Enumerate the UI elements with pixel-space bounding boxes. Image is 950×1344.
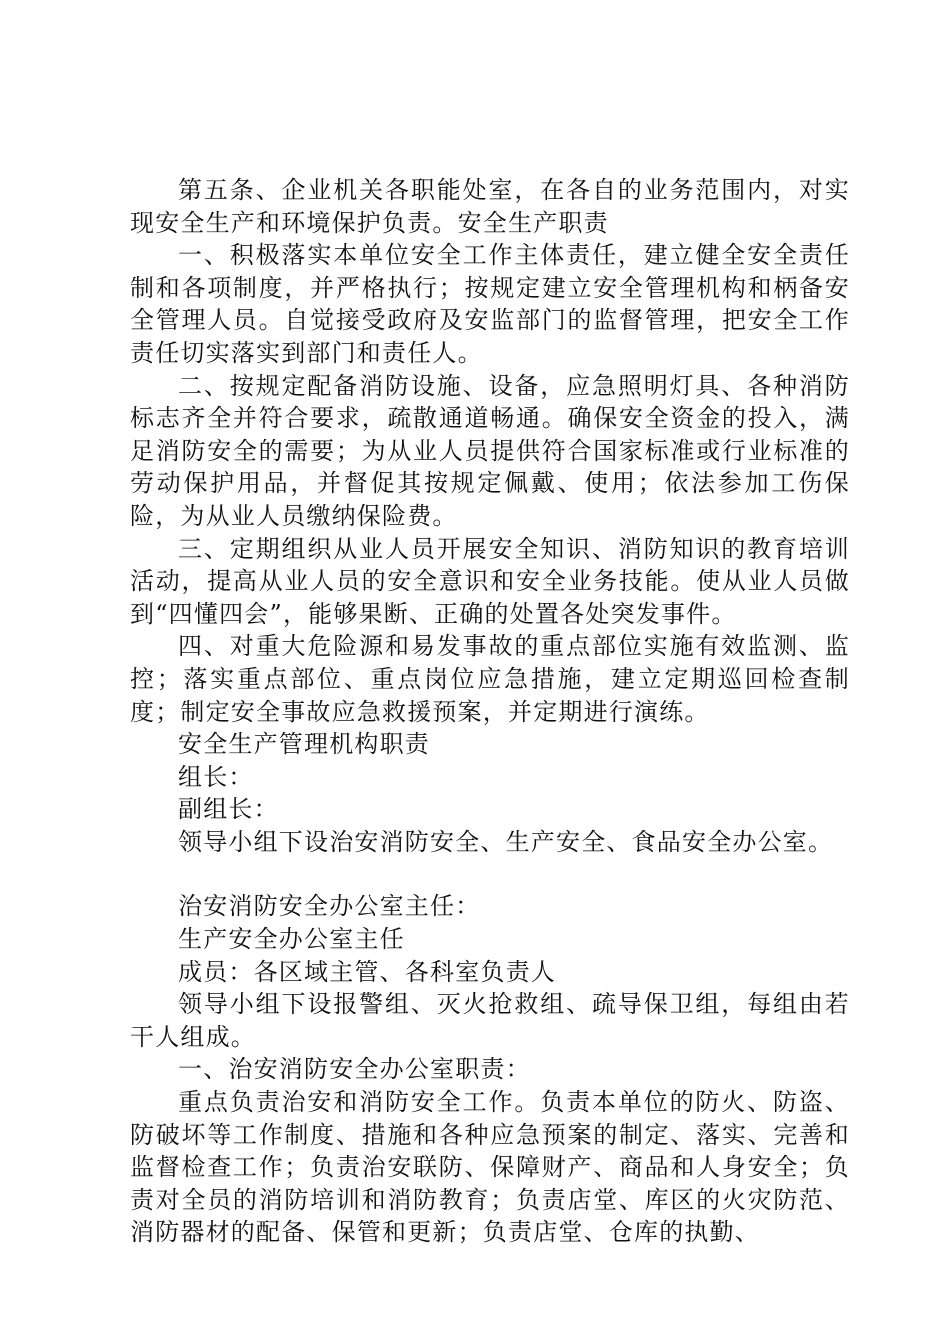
paragraph-duty-2: 二、按规定配备消防设施、设备，应急照明灯具、各种消防标志齐全并符合要求，疏散通道畅通。确保安全资金的投入，满足消防安全的需要；为从业人员提供符合国家标准或行业标准的劳动保护用品，并督促其按规定佩戴、使用；依法参加工伤保险，为从业人员缴纳保险费。 bbox=[130, 371, 850, 530]
paragraph-security-office-duties: 重点负责治安和消防安全工作。负责本单位的防火、防盗、防破坏等工作制度、措施和各种应急预案的制定、落实、完善和监督检查工作；负责治安联防、保障财产、商品和人身安全；负责对全员的消防培训和消防教育；负责店堂、库区的火灾防范、消防器材的配备、保管和更新；负责店堂、仓库的执勤、 bbox=[130, 1088, 850, 1247]
paragraph-duty-1: 一、积极落实本单位安全工作主体责任，建立健全安全责任制和各项制度，并严格执行；按规定建立安全管理机构和柄备安全管理人员。自觉接受政府及安监部门的监督管理，把安全工作责任切实落实到部门和责任人。 bbox=[130, 241, 850, 367]
security-office-director-line: 治安消防安全办公室主任： bbox=[178, 892, 481, 921]
blank-line bbox=[130, 858, 850, 890]
paragraph-offices: 领导小组下设治安消防安全、生产安全、食品安全办公室。 bbox=[178, 827, 834, 856]
document-body bbox=[130, 174, 850, 1249]
paragraph-duty-4: 四、对重大危险源和易发事故的重点部位实施有效监测、监控；落实重点部位、重点岗位应急措施，建立定期巡回检查制度；制定安全事故应急救援预案，并定期进行演练。 bbox=[130, 632, 850, 726]
section-heading-organization: 安全生产管理机构职责 bbox=[178, 730, 430, 759]
section-heading-security-office: 一、治安消防安全办公室职责： bbox=[178, 1055, 531, 1084]
production-office-director-line: 生产安全办公室主任 bbox=[178, 925, 405, 954]
members-line: 成员：各区域主管、各科室负责人 bbox=[178, 957, 556, 986]
leader-line: 组长： bbox=[178, 762, 254, 791]
paragraph-duty-3: 三、定期组织从业人员开展安全知识、消防知识的教育培训活动，提高从业人员的安全意识和安全业务技能。使从业人员做到“四懂四会”，能够果断、正确的处置各处突发事件。 bbox=[130, 534, 850, 628]
paragraph-groups: 领导小组下设报警组、灭火抢救组、疏导保卫组，每组由若干人组成。 bbox=[130, 990, 850, 1051]
deputy-leader-line: 副组长： bbox=[178, 795, 279, 824]
paragraph-article-5: 第五条、企业机关各职能处室，在各自的业务范围内，对实现安全生产和环境保护负责。安全生产职责 bbox=[130, 176, 850, 237]
